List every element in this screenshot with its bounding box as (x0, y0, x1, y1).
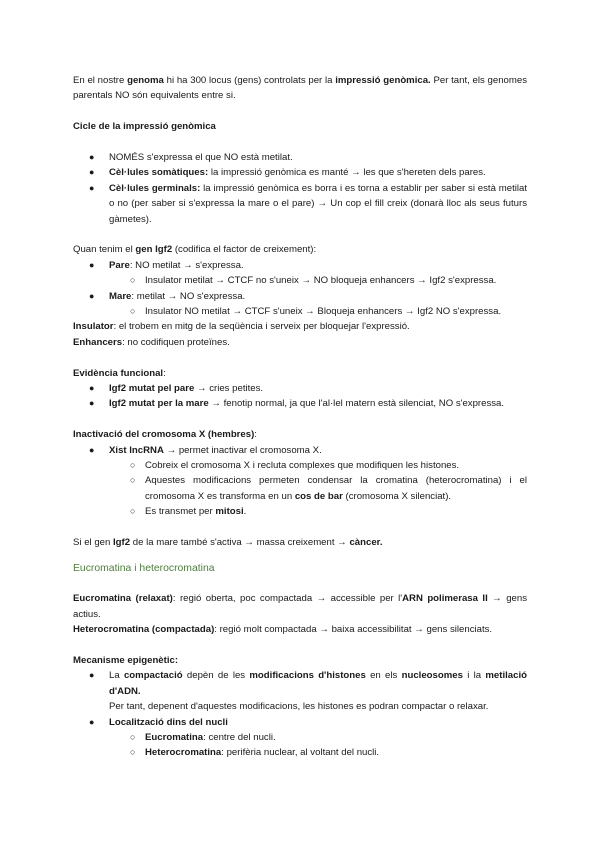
inactivacio-list (73, 443, 527, 520)
section-heading: Eucromatina i heterocromatina (73, 562, 215, 574)
list-item: ● Cèl·lules germinals: la impressió genòmica es borra i es torna a establir per saber si està metilat o no (per saber si s'expressa la mare o el pare) → Un cop el fill creix (donarà lloc als seus futurs gàmetes). (89, 182, 528, 225)
list-subitem: ○ Es transmet per mitosi. (73, 504, 527, 519)
bullet-icon: ● (89, 182, 95, 193)
bullet-icon: ● (89, 152, 95, 162)
mecanisme-list (73, 668, 527, 760)
eucromatina-definition: Eucromatina (relaxat): regió oberta, poc compactada → accessible per l'ARN polimerasa II → gens actius. (73, 593, 528, 620)
bullet-icon: ○ (130, 275, 136, 286)
list-item: ● La compactació depèn de les modificacions d'histones en els nucleosomes i la metilació d'ADN. (89, 670, 527, 697)
bullet-icon: ● (89, 716, 95, 727)
list-item: ● Mare: metilat → NO s'expressa. (73, 289, 527, 304)
bullet-icon: ○ (130, 475, 136, 486)
list-item: ● Pare: NO metilat → s'expressa. (73, 258, 527, 273)
bullet-icon: ○ (130, 747, 136, 758)
enhancers-definition: Enhancers: no codifiquen proteïnes. (73, 336, 230, 348)
bullet-icon: ○ (130, 731, 136, 742)
list-item: ● Localització dins del nucli (73, 715, 527, 730)
bullet-icon: ○ (130, 460, 136, 471)
bullet-icon: ● (89, 670, 95, 681)
bullet-icon: ○ (130, 306, 136, 317)
list-item: ● Igf2 mutat pel pare → cries petites. (73, 381, 527, 396)
list-item: ● Xist lncRNA → permet inactivar el cromosoma X. (73, 443, 527, 458)
document-page (73, 73, 527, 761)
cicle-list (73, 150, 527, 227)
list-item: ● Cèl·lules somàtiques: la impressió genòmica es manté → les que s'hereten dels pares. (73, 165, 527, 180)
igf2-intro: Quan tenim el gen Igf2 (codifica el factor de creixement): (73, 244, 317, 256)
cancer-paragraph: Si el gen Igf2 de la mare també s'activa → massa creixement → càncer. (73, 537, 383, 549)
list-item-continuation: Per tant, depenent d'aquestes modificacions, les histones es podran compactar o relaxar. (109, 701, 489, 713)
evidencia-heading: Evidència funcional: (73, 367, 166, 379)
bullet-icon: ● (89, 444, 95, 455)
heterocromatina-definition: Heterocromatina (compactada): regió molt compactada → baixa accessibilitat → gens silenciats. (73, 624, 493, 636)
list-subitem: ○ Aquestes modificacions permeten condensar la cromatina (heterocromatina) i el cromosoma X es transforma en un cos de bar (cromosoma X silenciat). (130, 475, 527, 502)
list-item: ● NOMÉS s'expressa el que NO està metilat. (73, 150, 527, 165)
intro-paragraph: En el nostre genoma hi ha 300 locus (gens) controlats per la impressió genòmica. Per tant, els genomes parentals NO són equivalents entre si. (73, 75, 527, 102)
list-item: ● Igf2 mutat per la mare → fenotip normal, ja que l'al·lel matern està silenciat, NO s'expressa. (73, 396, 527, 411)
inactivacio-heading: Inactivació del cromosoma X (hembres): (73, 429, 257, 441)
list-subitem: ○ Insulator metilat → CTCF no s'uneix → NO bloqueja enhancers → Igf2 s'expressa. (73, 273, 527, 288)
bullet-icon: ● (89, 259, 95, 270)
cicle-heading: Cicle de la impressió genòmica (73, 121, 216, 133)
igf2-list (73, 258, 527, 320)
list-subitem: ○ Eucromatina: centre del nucli. (73, 730, 527, 745)
bullet-icon: ● (89, 290, 95, 301)
mecanisme-heading: Mecanisme epigenètic: (73, 654, 179, 666)
list-subitem: ○ Insulator NO metilat → CTCF s'uneix → Bloqueja enhancers → Igf2 NO s'expressa. (73, 304, 527, 319)
bullet-icon: ● (89, 383, 95, 394)
bullet-icon: ○ (130, 506, 136, 517)
bullet-icon: ● (89, 167, 95, 178)
bullet-icon: ● (89, 398, 95, 409)
evidencia-list (73, 381, 527, 412)
insulator-definition: Insulator: el trobem en mitg de la seqüència i serveix per bloquejar l'expressió. (73, 321, 410, 333)
list-subitem: ○ Cobreix el cromosoma X i recluta complexes que modifiquen les histones. (73, 458, 527, 473)
list-subitem: ○ Heterocromatina: perifèria nuclear, al voltant del nucli. (73, 745, 527, 760)
